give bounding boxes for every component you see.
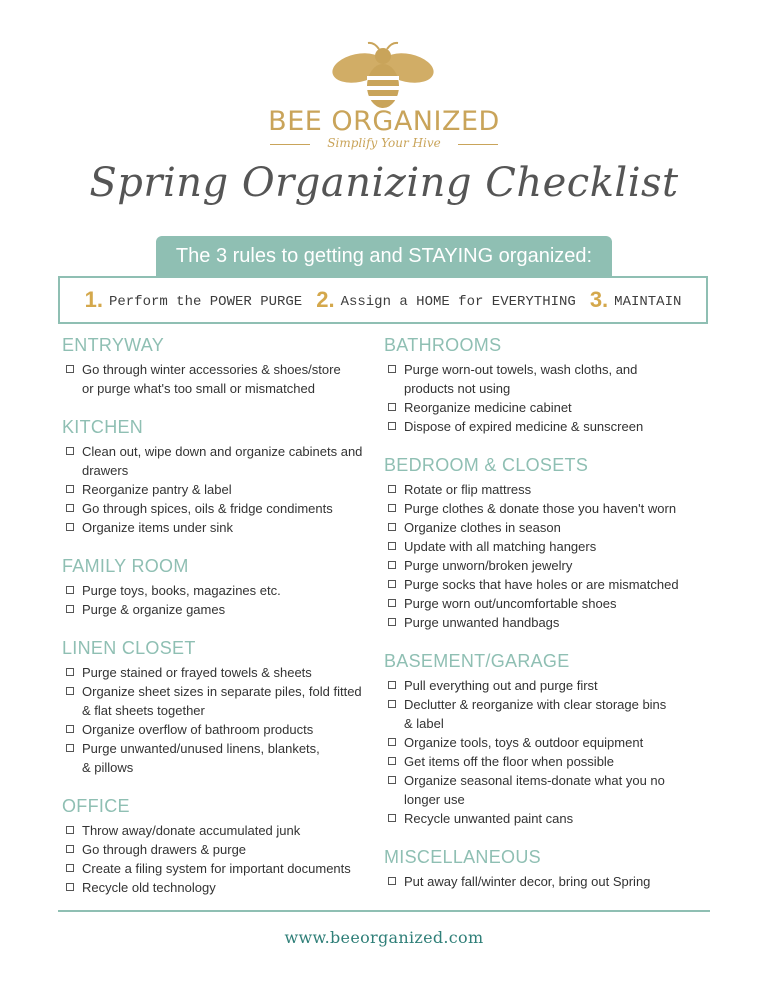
rule-item xyxy=(85,287,303,313)
checkbox-icon[interactable] xyxy=(388,738,396,746)
checklist xyxy=(384,360,714,436)
checkbox-icon[interactable] xyxy=(66,864,74,872)
item-text: Organize overflow of bathroom products xyxy=(82,722,314,737)
item-text-continued: & pillows xyxy=(82,760,134,775)
checklist-item xyxy=(62,739,372,777)
item-text: Declutter & reorganize with clear storage bins xyxy=(404,697,667,712)
checklist-item xyxy=(62,821,372,840)
bee-logo-icon xyxy=(330,40,436,112)
checklist-item xyxy=(62,840,372,859)
item-text: Dispose of expired medicine & sunscreen xyxy=(404,419,644,434)
item-text-continued: or purge what's too small or mismatched xyxy=(82,381,315,396)
checklist-item xyxy=(384,556,714,575)
section-bathrooms xyxy=(384,334,714,436)
page-title: Spring Organizing Checklist xyxy=(89,160,679,206)
section-title: BATHROOMS xyxy=(384,335,502,355)
checklist xyxy=(384,872,714,891)
checklist-item xyxy=(384,771,714,809)
checkbox-icon[interactable] xyxy=(388,599,396,607)
right-column xyxy=(384,334,714,909)
checklist-item xyxy=(62,878,372,897)
section-entryway xyxy=(62,334,372,398)
rule-number: 2. xyxy=(316,287,335,312)
checkbox-icon[interactable] xyxy=(66,845,74,853)
checkbox-icon[interactable] xyxy=(66,447,74,455)
rules-heading: The 3 rules to getting and STAYING organized: xyxy=(156,236,612,278)
item-text-continued: drawers xyxy=(82,463,129,478)
checklist-item xyxy=(384,417,714,436)
checklist xyxy=(62,360,372,398)
checklist-item xyxy=(384,872,714,891)
checklist-item xyxy=(384,695,714,733)
item-text-continued: & label xyxy=(404,716,444,731)
checkbox-icon[interactable] xyxy=(66,668,74,676)
section-title: KITCHEN xyxy=(62,417,144,437)
checklist-item xyxy=(384,809,714,828)
item-text: Organize seasonal items-donate what you no xyxy=(404,773,665,788)
item-text: Purge unwanted handbags xyxy=(404,615,560,630)
checkbox-icon[interactable] xyxy=(388,561,396,569)
checklist xyxy=(62,663,372,777)
item-text-continued: longer use xyxy=(404,792,465,807)
checklist-item xyxy=(384,752,714,771)
item-text: Update with all matching hangers xyxy=(404,539,597,554)
rule-item xyxy=(590,287,682,313)
section-family-room xyxy=(62,555,372,619)
checkbox-icon[interactable] xyxy=(66,504,74,512)
checklist-item xyxy=(62,581,372,600)
checklist-item xyxy=(384,537,714,556)
checklist xyxy=(384,480,714,632)
checklist-item xyxy=(62,600,372,619)
checkbox-icon[interactable] xyxy=(388,877,396,885)
checklist-item xyxy=(62,360,372,398)
checklist-item xyxy=(384,676,714,695)
checklist-item xyxy=(62,720,372,739)
checkbox-icon[interactable] xyxy=(66,687,74,695)
footer-url: www.beeorganized.com xyxy=(284,928,484,947)
checklist xyxy=(62,821,372,897)
item-text: Put away fall/winter decor, bring out Spring xyxy=(404,874,651,889)
rule-text: MAINTAIN xyxy=(614,294,682,310)
checklist-item xyxy=(384,733,714,752)
item-text: Reorganize pantry & label xyxy=(82,482,232,497)
section-title: BEDROOM & CLOSETS xyxy=(384,455,589,475)
item-text: Create a filing system for important documents xyxy=(82,861,351,876)
checkbox-icon[interactable] xyxy=(388,814,396,822)
item-text: Rotate or flip mattress xyxy=(404,482,532,497)
item-text: Purge & organize games xyxy=(82,602,226,617)
item-text-continued: products not using xyxy=(404,381,511,396)
checklist-item xyxy=(62,442,372,480)
item-text: Reorganize medicine cabinet xyxy=(404,400,572,415)
checkbox-icon[interactable] xyxy=(388,618,396,626)
rule-number: 3. xyxy=(589,287,609,312)
item-text: Purge socks that have holes or are mismatched xyxy=(404,577,679,592)
checkbox-icon[interactable] xyxy=(388,681,396,689)
checkbox-icon[interactable] xyxy=(388,485,396,493)
page-header xyxy=(0,0,768,230)
checkbox-icon[interactable] xyxy=(388,580,396,588)
checkbox-icon[interactable] xyxy=(66,744,74,752)
item-text: Clean out, wipe down and organize cabinets and xyxy=(82,444,363,459)
item-text: Purge worn out/uncomfortable shoes xyxy=(404,596,617,611)
checklist-item xyxy=(62,480,372,499)
section-bedroom-closets xyxy=(384,454,714,632)
item-text: Go through winter accessories & shoes/store xyxy=(82,362,341,377)
checklist-item xyxy=(384,575,714,594)
item-text: Organize clothes in season xyxy=(404,520,561,535)
item-text: Recycle unwanted paint cans xyxy=(404,811,574,826)
checklist-item xyxy=(62,663,372,682)
item-text: Get items off the floor when possible xyxy=(404,754,615,769)
checklist-item xyxy=(384,594,714,613)
section-basement-garage xyxy=(384,650,714,828)
checkbox-icon[interactable] xyxy=(388,422,396,430)
checkbox-icon[interactable] xyxy=(388,776,396,784)
checklist-item xyxy=(62,682,372,720)
item-text: Purge unwanted/unused linens, blankets, xyxy=(82,741,320,756)
checklist-item xyxy=(384,613,714,632)
item-text: Throw away/donate accumulated junk xyxy=(82,823,301,838)
section-title: LINEN CLOSET xyxy=(62,638,196,658)
item-text: Recycle old technology xyxy=(82,880,216,895)
checklist-item xyxy=(62,499,372,518)
checklist-item xyxy=(384,360,714,398)
section-title: ENTRYWAY xyxy=(62,335,165,355)
checklist-item xyxy=(62,518,372,537)
checklist xyxy=(384,676,714,828)
checklist-item xyxy=(384,518,714,537)
item-text-continued: & flat sheets together xyxy=(82,703,205,718)
checkbox-icon[interactable] xyxy=(388,523,396,531)
checklist-item xyxy=(384,480,714,499)
checkbox-icon[interactable] xyxy=(388,403,396,411)
item-text: Purge toys, books, magazines etc. xyxy=(82,583,281,598)
section-title: FAMILY ROOM xyxy=(62,556,189,576)
item-text: Purge unworn/broken jewelry xyxy=(404,558,573,573)
rule-text: Perform the POWER PURGE xyxy=(108,294,303,310)
item-text: Purge stained or frayed towels & sheets xyxy=(82,665,312,680)
checkbox-icon[interactable] xyxy=(66,725,74,733)
left-column xyxy=(62,334,372,915)
rule-text: Assign a HOME for EVERYTHING xyxy=(340,294,576,310)
checkbox-icon[interactable] xyxy=(66,826,74,834)
item-text: Organize items under sink xyxy=(82,520,234,535)
checkbox-icon[interactable] xyxy=(388,700,396,708)
checklist-item xyxy=(384,499,714,518)
checkbox-icon[interactable] xyxy=(388,365,396,373)
section-kitchen xyxy=(62,416,372,537)
item-text: Organize sheet sizes in separate piles, fold fitted xyxy=(82,684,362,699)
checkbox-icon[interactable] xyxy=(388,757,396,765)
checkbox-icon[interactable] xyxy=(66,523,74,531)
section-linen-closet xyxy=(62,637,372,777)
item-text: Purge clothes & donate those you haven't worn xyxy=(404,501,677,516)
checkbox-icon[interactable] xyxy=(66,605,74,613)
section-title: OFFICE xyxy=(62,796,130,816)
item-text: Go through spices, oils & fridge condiments xyxy=(82,501,333,516)
rule-number: 1. xyxy=(84,287,103,312)
section-title: MISCELLANEOUS xyxy=(384,847,541,867)
checkbox-icon[interactable] xyxy=(66,586,74,594)
brand-tagline: Simplify Your Hive xyxy=(327,136,441,150)
tagline-rule-right xyxy=(458,144,498,145)
rule-item xyxy=(316,287,576,313)
checkbox-icon[interactable] xyxy=(66,365,74,373)
section-office xyxy=(62,795,372,897)
brand-name: BEE ORGANIZED xyxy=(268,106,500,137)
checkbox-icon[interactable] xyxy=(388,504,396,512)
rules-box xyxy=(58,276,708,324)
item-text: Pull everything out and purge first xyxy=(404,678,598,693)
item-text: Organize tools, toys & outdoor equipment xyxy=(404,735,644,750)
item-text: Go through drawers & purge xyxy=(82,842,247,857)
checklist-item xyxy=(384,398,714,417)
checklist xyxy=(62,442,372,537)
checklist-item xyxy=(62,859,372,878)
checkbox-icon[interactable] xyxy=(66,883,74,891)
section-miscellaneous xyxy=(384,846,714,891)
checklist xyxy=(62,581,372,619)
footer-divider xyxy=(58,910,710,912)
item-text: Purge worn-out towels, wash cloths, and xyxy=(404,362,638,377)
brand-tagline-wrap xyxy=(270,138,498,152)
section-title: BASEMENT/GARAGE xyxy=(384,651,570,671)
checkbox-icon[interactable] xyxy=(66,485,74,493)
checkbox-icon[interactable] xyxy=(388,542,396,550)
